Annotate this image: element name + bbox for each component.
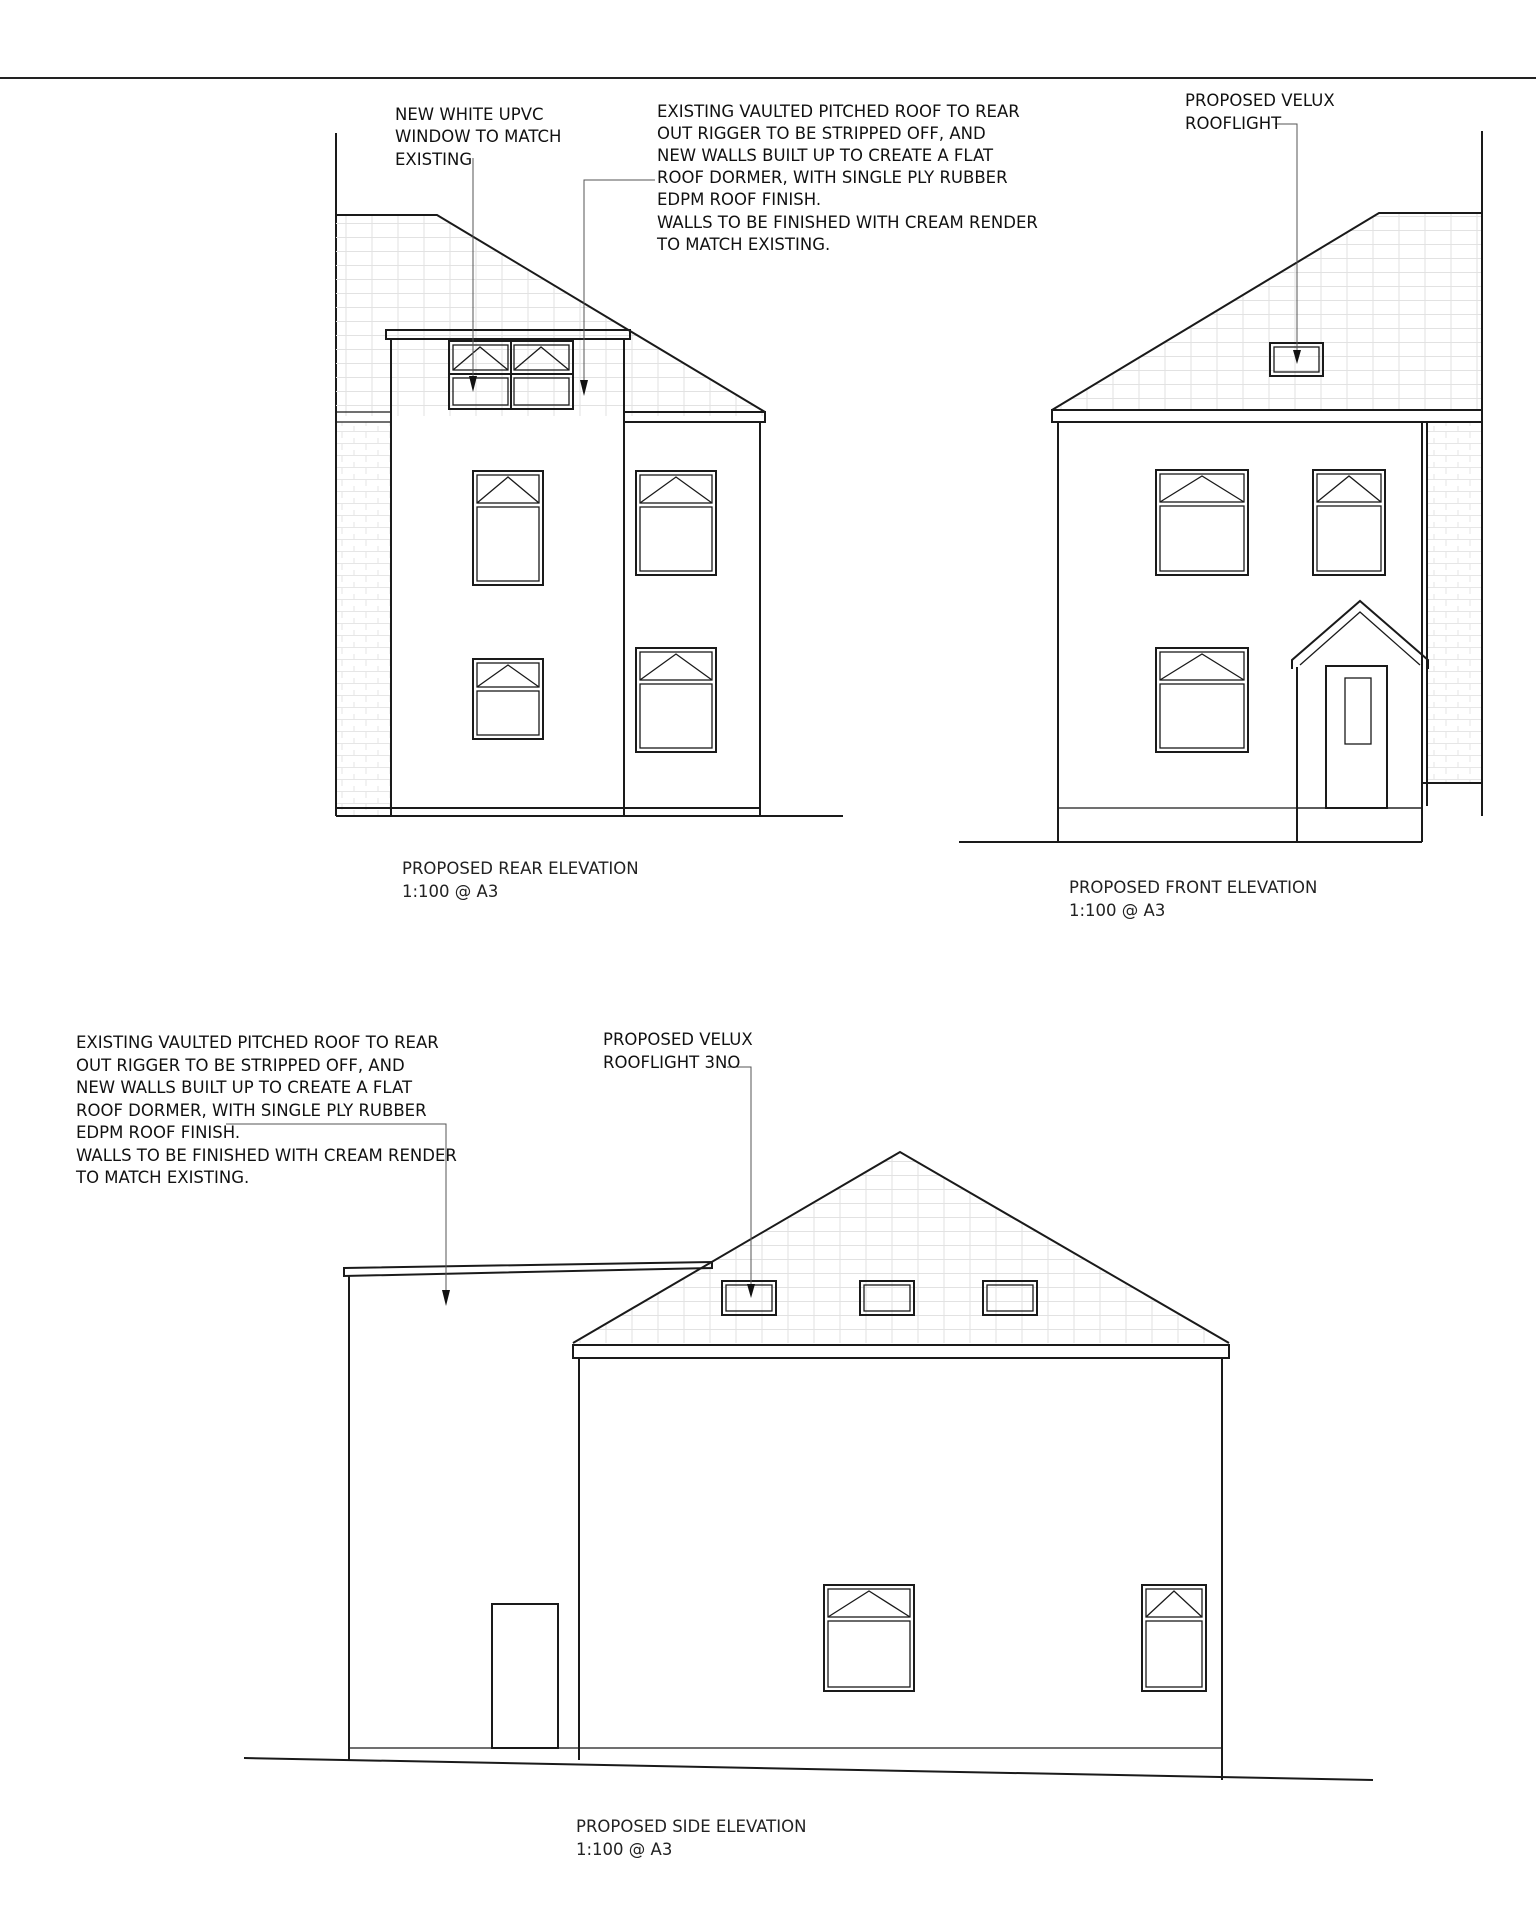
side-note-dormer-line-1: EXISTING VAULTED PITCHED ROOF TO REAR (76, 1033, 439, 1052)
front-note-rooflight (1185, 91, 1335, 133)
side-note-rooflight-line-2: ROOFLIGHT 3NO (603, 1053, 741, 1072)
front-window-lower-left (1156, 648, 1248, 752)
side-note-rooflight-line-1: PROPOSED VELUX (603, 1030, 753, 1049)
rear-elevation-title: PROPOSED REAR ELEVATION (402, 859, 639, 878)
rear-window-wing-lower (636, 648, 716, 752)
front-elevation-title: PROPOSED FRONT ELEVATION (1069, 878, 1318, 897)
front-note-rooflight-line-1: PROPOSED VELUX (1185, 91, 1335, 110)
rear-window-dormer-upper (473, 471, 543, 585)
side-note-dormer-line-2: OUT RIGGER TO BE STRIPPED OFF, AND (76, 1056, 405, 1075)
side-window-center (824, 1585, 914, 1691)
side-window-right (1142, 1585, 1206, 1691)
front-door (1326, 666, 1387, 808)
front-note-rooflight-line-2: ROOFLIGHT (1185, 114, 1282, 133)
rear-note-dormer-line-1: EXISTING VAULTED PITCHED ROOF TO REAR (657, 102, 1020, 121)
rear-note-window-line-1: NEW WHITE UPVC (395, 105, 544, 124)
rear-window-wing-upper (636, 471, 716, 575)
rear-note-dormer (656, 102, 1038, 254)
side-note-dormer-line-3: NEW WALLS BUILT UP TO CREATE A FLAT (76, 1078, 413, 1097)
rear-note-dormer-line-3: NEW WALLS BUILT UP TO CREATE A FLAT (657, 146, 994, 165)
rear-elevation-scale: 1:100 @ A3 (402, 882, 499, 901)
front-porch (1292, 601, 1428, 842)
front-window-upper-right (1313, 470, 1385, 575)
front-elevation-scale: 1:100 @ A3 (1069, 901, 1166, 920)
side-note-dormer-line-6: WALLS TO BE FINISHED WITH CREAM RENDER (76, 1146, 457, 1165)
side-elevation (226, 1067, 1373, 1780)
rear-note-window-line-3: EXISTING (395, 150, 473, 169)
rear-note-dormer-line-4: ROOF DORMER, WITH SINGLE PLY RUBBER (657, 168, 1008, 187)
side-note-rooflight (603, 1030, 753, 1072)
side-note-dormer (75, 1033, 457, 1187)
side-note-dormer-line-5: EDPM ROOF FINISH. (76, 1123, 241, 1142)
rear-note-window (395, 105, 561, 169)
rear-note-dormer-line-5: EDPM ROOF FINISH. (657, 190, 822, 209)
side-note-dormer-line-7: TO MATCH EXISTING. (76, 1168, 250, 1187)
rear-window-dormer-lower (473, 659, 543, 739)
rear-note-dormer-line-7: TO MATCH EXISTING. (657, 235, 831, 254)
side-door (492, 1604, 558, 1748)
rear-note-dormer-line-2: OUT RIGGER TO BE STRIPPED OFF, AND (657, 124, 986, 143)
front-window-upper-left (1156, 470, 1248, 575)
side-elevation-scale: 1:100 @ A3 (576, 1840, 673, 1859)
rear-note-dormer-line-6: WALLS TO BE FINISHED WITH CREAM RENDER (657, 213, 1038, 232)
side-note-dormer-line-4: ROOF DORMER, WITH SINGLE PLY RUBBER (76, 1101, 427, 1120)
rear-note-window-line-2: WINDOW TO MATCH (395, 127, 562, 146)
side-elevation-title: PROPOSED SIDE ELEVATION (576, 1817, 807, 1836)
